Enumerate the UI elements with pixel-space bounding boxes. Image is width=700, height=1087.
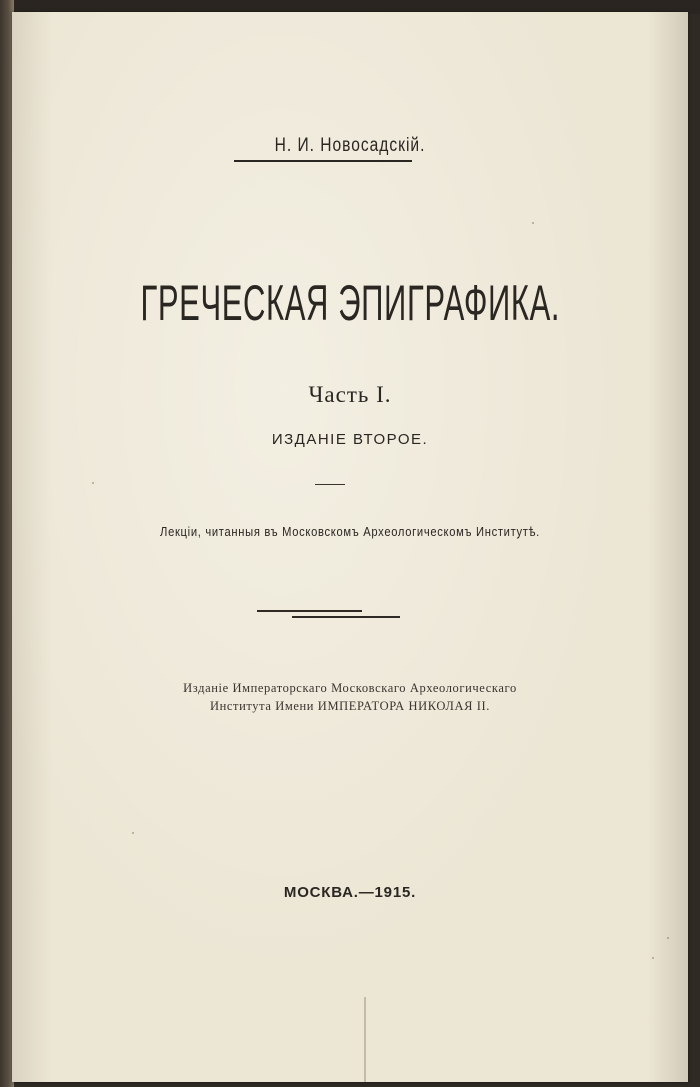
author-name: Н. И. Новосадскiй.: [274, 135, 426, 156]
author-underline: [234, 160, 412, 162]
publisher-line-2: Института Имени ИМПЕРАТОРА НИКОЛАЯ II.: [209, 699, 491, 713]
publisher-block: [12, 679, 688, 715]
double-rule-top: [257, 610, 362, 612]
paper-crease: [364, 997, 366, 1082]
publisher-line-1: Изданiе Императорскаго Московскаго Археологическаго: [183, 681, 517, 695]
double-rule-bottom: [292, 616, 400, 618]
title-page: [12, 12, 688, 1082]
lectures-subtitle: Лекцiи, читанныя въ Московскомъ Археологическомъ Институтѣ.: [160, 524, 540, 539]
short-divider: [315, 484, 345, 485]
part-label: Часть I.: [308, 382, 392, 407]
book-title: ГРЕЧЕСКАЯ ЭПИГРАФИКА.: [140, 275, 561, 331]
edition-label: ИЗДАНIЕ ВТОРОЕ.: [271, 431, 429, 448]
imprint-city-year: МОСКВА.—1915.: [283, 884, 417, 901]
